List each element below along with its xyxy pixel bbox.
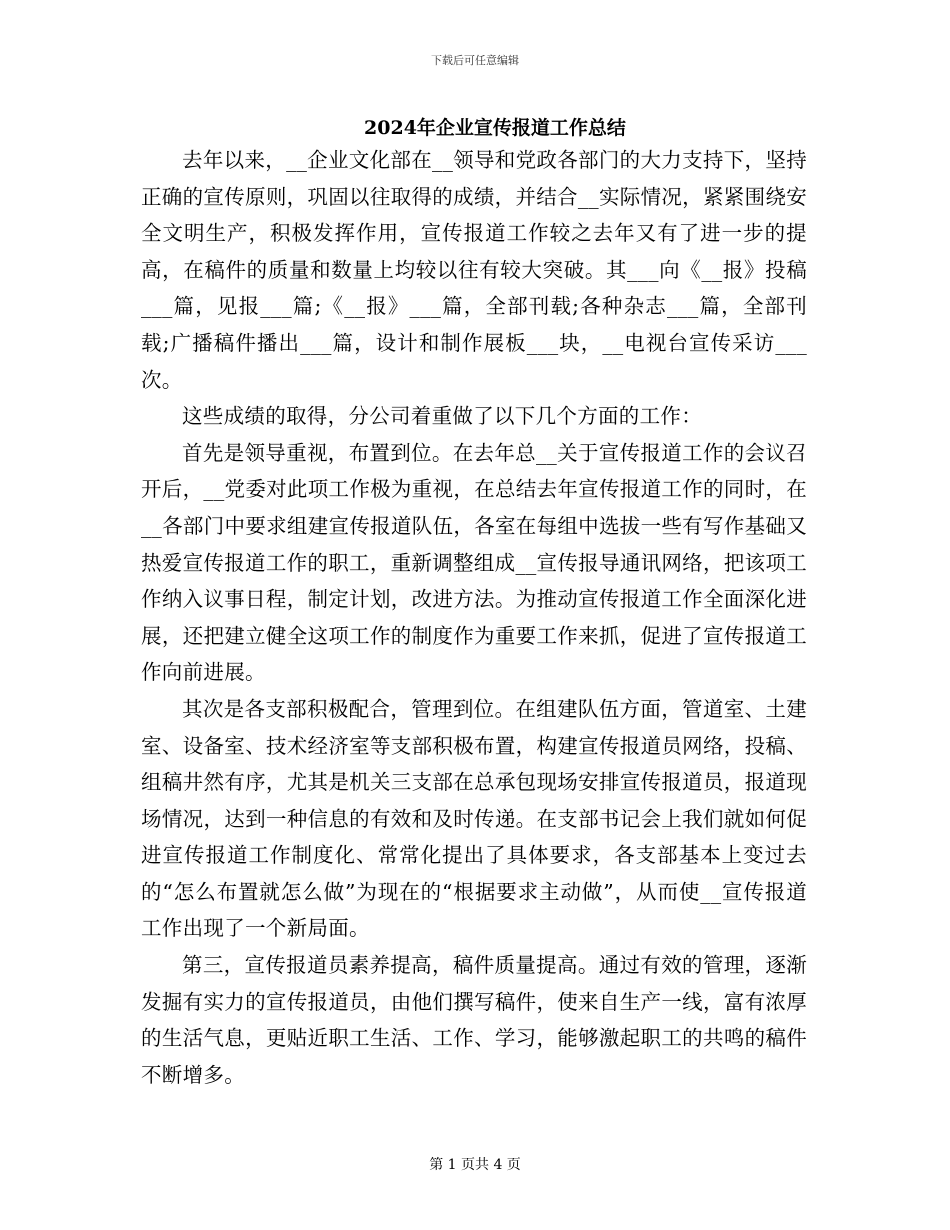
paragraph-third-point: 第三，宣传报道员素养提高，稿件质量提高。通过有效的管理，逐渐发掘有实力的宣传报道员，由他们撰写稿件，使来自生产一线，富有浓厚的生活气息，更贴近职工生活、工作、学习，能够激起职工的共鸣的稿件不断增多。 — [141, 953, 807, 1087]
page-header: 下载后可任意编辑 — [431, 54, 519, 67]
page-number: 第 1 页共 4 页 — [429, 1157, 521, 1173]
paragraph-summary: 这些成绩的取得，分公司着重做了以下几个方面的工作： — [182, 404, 702, 429]
document-body — [141, 142, 807, 1093]
paragraph-first-point: 首先是领导重视，布置到位。在去年总__关于宣传报道工作的会议召开后，__党委对此项工作极为重视，在总结去年宣传报道工作的同时，在__各部门中要求组建宣传报道队伍，各室在每组中选拔一些有写作基础又热爱宣传报道工作的职工，重新调整组成__宣传报导通讯网络，把该项工作纳入议事日程，制定计划，改进方法。为推动宣传报道工作全面深化进展，还把建立健全这项工作的制度作为重要工作来抓，促进了宣传报道工作向前进展。 — [141, 440, 807, 685]
paragraph-second-point: 其次是各支部积极配合，管理到位。在组建队伍方面，管道室、土建室、设备室、技术经济室等支部积极布置，构建宣传报道员网络，投稿、组稿井然有序，尤其是机关三支部在总承包现场安排宣传报道员，报道现场情况，达到一种信息的有效和及时传递。在支部书记会上我们就如何促进宣传报道工作制度化、常常化提出了具体要求，各支部基本上变过去的“怎么布置就怎么做”为现在的“根据要求主动做”，从而使__宣传报道工作出现了一个新局面。 — [141, 696, 807, 941]
paragraph-intro: 去年以来，__企业文化部在__领导和党政各部门的大力支持下，坚持正确的宣传原则，巩固以往取得的成绩，并结合__实际情况，紧紧围绕安全文明生产，积极发挥作用，宣传报道工作较之去年又有了进一步的提高，在稿件的质量和数量上均较以往有较大突破。其___向《__报》投稿___篇，见报___篇;《__报》___篇，全部刊载;各种杂志___篇，全部刊载;广播稿件播出___篇，设计和制作展板___块，__电视台宣传采访___次。 — [141, 148, 807, 392]
document-title: 2024年企业宣传报道工作总结 — [364, 117, 626, 139]
